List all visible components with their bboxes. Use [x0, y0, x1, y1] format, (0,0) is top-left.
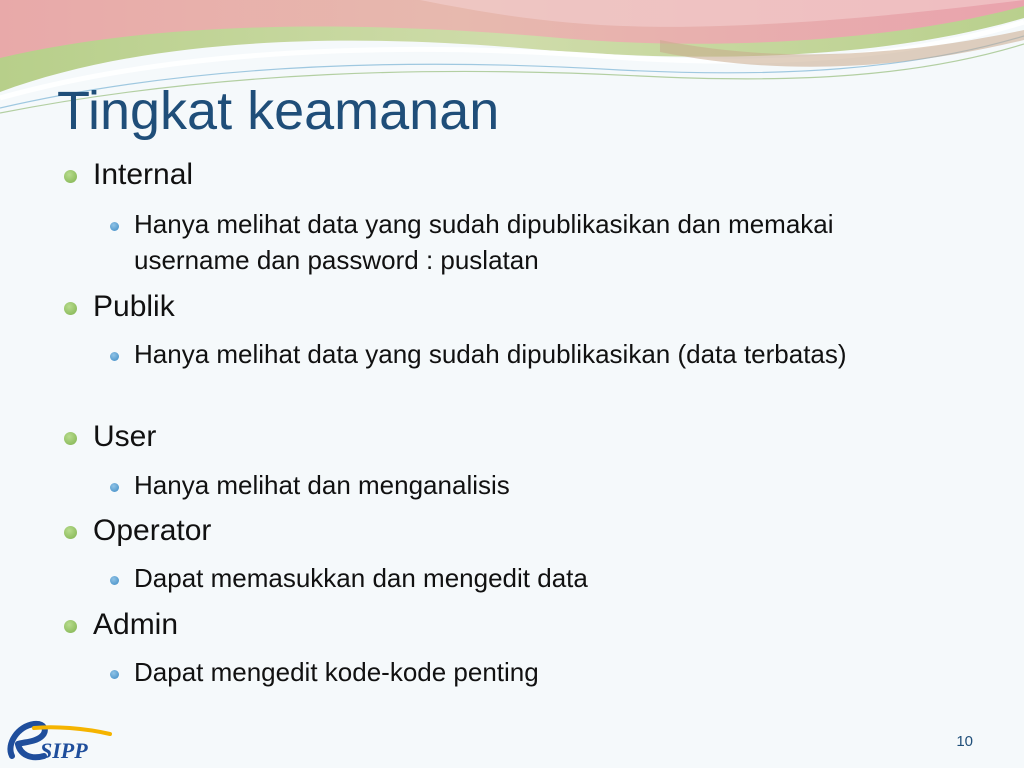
- level2-item-internal: Hanya melihat data yang sudah dipublikasikan dan memakai username dan password : puslatan: [134, 209, 834, 275]
- level1-item-operator: Operator: [93, 514, 212, 547]
- level1-item-internal: Internal: [93, 158, 194, 191]
- bullet-icon: [64, 526, 77, 539]
- level1-item-user: User: [93, 420, 157, 453]
- esipp-logo: [4, 716, 116, 768]
- logo-text: SIPP: [40, 738, 88, 763]
- slide-title: Tingkat keamanan: [57, 81, 500, 141]
- sub-bullet-icon: [110, 222, 119, 231]
- sub-bullet-icon: [110, 483, 119, 492]
- bullet-icon: [64, 302, 77, 315]
- level2-item-publik: Hanya melihat data yang sudah dipublikasikan (data terbatas): [134, 339, 847, 369]
- level1-item-admin: Admin: [93, 608, 179, 641]
- sub-bullet-icon: [110, 670, 119, 679]
- bullet-icon: [64, 170, 77, 183]
- page-number: 10: [956, 733, 973, 750]
- level2-item-admin: Dapat mengedit kode-kode penting: [134, 657, 539, 687]
- bullet-icon: [64, 620, 77, 633]
- level1-item-publik: Publik: [93, 290, 175, 323]
- level2-item-user: Hanya melihat dan menganalisis: [134, 470, 510, 500]
- level2-item-operator: Dapat memasukkan dan mengedit data: [134, 563, 588, 593]
- sub-bullet-icon: [110, 352, 119, 361]
- bullet-icon: [64, 432, 77, 445]
- sub-bullet-icon: [110, 576, 119, 585]
